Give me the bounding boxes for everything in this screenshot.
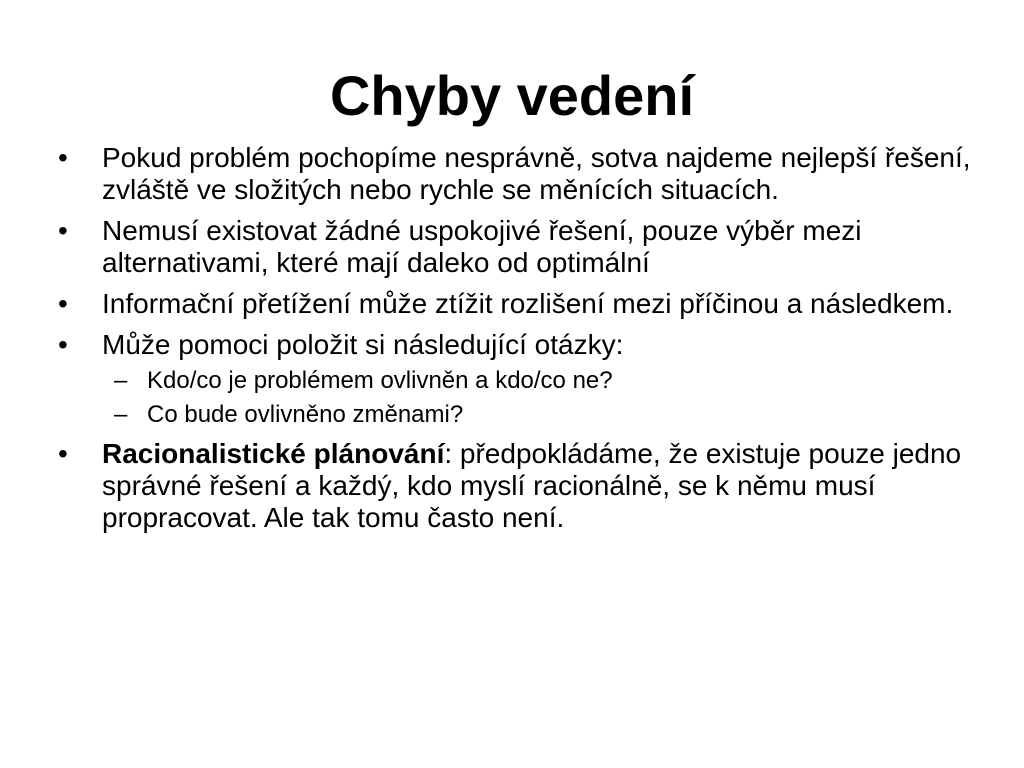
sub-bullet-text: Co bude ovlivněno změnami? (147, 401, 464, 428)
bullet-bold-term: Racionalistické plánování (102, 438, 445, 469)
bullet-text: Může pomoci položit si následující otázky: (102, 329, 624, 360)
sub-bullet-item (102, 367, 978, 395)
bullet-text: Informační přetížení může ztížit rozlišení mezi příčinou a následkem. (102, 288, 954, 319)
bullet-item (58, 438, 978, 534)
sub-bullet-list (102, 367, 978, 429)
bullet-marker: • (58, 329, 68, 360)
dash-marker: – (114, 401, 128, 428)
bullet-text: Pokud problém pochopíme nesprávně, sotva najdeme nejlepší řešení, zvláště ve složitých nebo rychle se měnících situacích. (102, 142, 971, 205)
bullet-item (58, 215, 978, 279)
bullet-text: Nemusí existovat žádné uspokojivé řešení, pouze výběr mezi alternativami, které mají daleko od optimální (102, 215, 862, 278)
sub-bullet-text: Kdo/co je problémem ovlivněn a kdo/co ne? (147, 367, 613, 394)
bullet-marker: • (58, 438, 68, 469)
bullet-marker: • (58, 215, 68, 246)
bullet-item (58, 329, 978, 429)
bullet-item (58, 288, 978, 320)
bullet-marker: • (58, 288, 68, 319)
slide-title: Chyby vedení (329, 64, 695, 127)
bullet-list (58, 142, 978, 543)
sub-bullet-item (102, 401, 978, 429)
bullet-marker: • (58, 142, 68, 173)
bullet-text: : předpokládáme, že existuje pouze jedno správné řešení a každý, kdo myslí racionálně, se k němu musí propracovat. Ale tak tomu často není. (102, 438, 962, 533)
dash-marker: – (114, 367, 128, 394)
bullet-item (58, 142, 978, 206)
